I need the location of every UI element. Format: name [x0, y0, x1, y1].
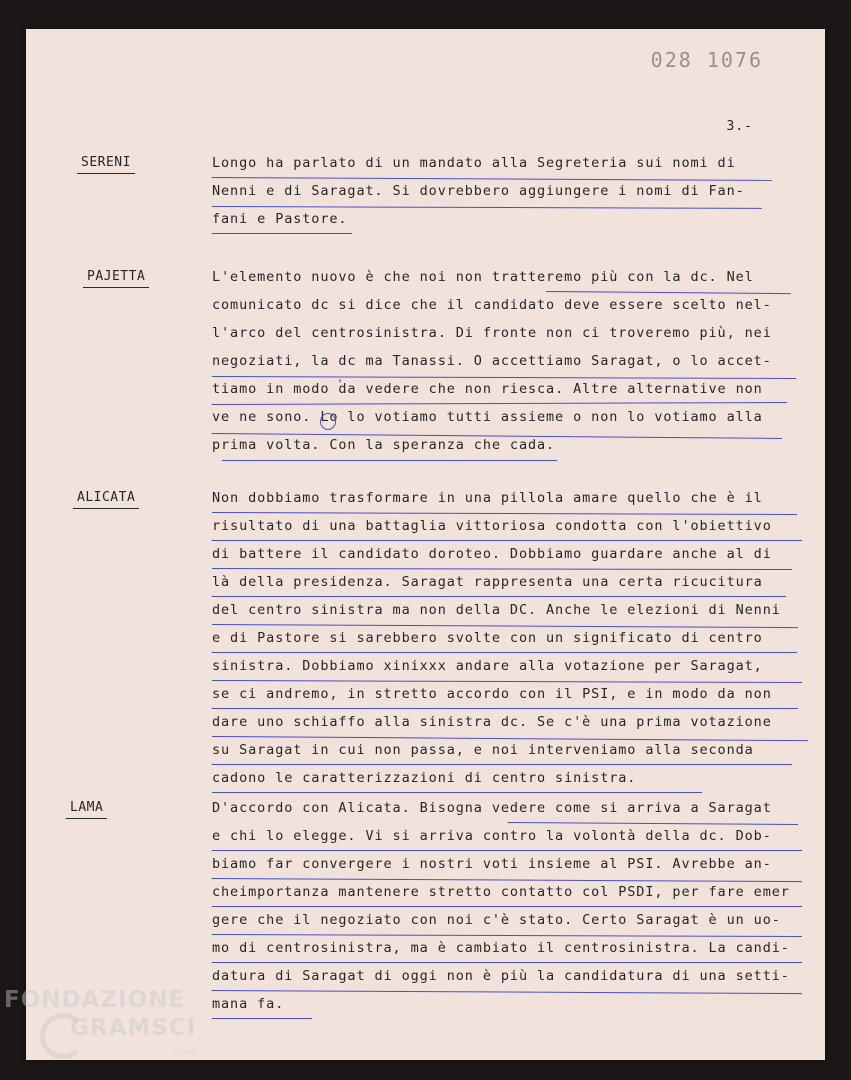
- speaker-name: ALICATA: [77, 490, 136, 505]
- pen-circle-mark: [320, 413, 336, 430]
- page-number: 3.-: [726, 119, 753, 134]
- pen-underline: [212, 233, 352, 234]
- pen-underline: [212, 878, 802, 882]
- text-line: dare uno schiaffo alla sinistra dc. Se c'è una prima votazione: [212, 714, 772, 730]
- text-line: mo di centrosinistra, ma è cambiato il centrosinistra. La candi-: [212, 940, 790, 956]
- pen-underline: [212, 934, 802, 937]
- text-line: fani e Pastore.: [212, 211, 348, 227]
- text-line: se ci andremo, in stretto accordo con il PSI, e in modo da non: [212, 686, 772, 702]
- pen-underline: [212, 708, 798, 709]
- text-line: L'elemento nuovo è che noi non tratteremo più con la dc. Nel: [212, 269, 754, 285]
- text-line: cadono le caratterizzazioni di centro sinistra.: [212, 770, 637, 786]
- watermark-line2: GRAMSCI: [70, 1015, 197, 1041]
- text-line: comunicato dc si dice che il candidato deve essere scelto nel-: [212, 297, 772, 313]
- pen-underline: [212, 1018, 312, 1019]
- pen-underline: [212, 624, 798, 628]
- text-line: là della presidenza. Saragat rappresenta una certa ricucitura: [212, 574, 763, 590]
- pen-underline: [222, 460, 557, 461]
- text-line: Nenni e di Saragat. Si dovrebbero aggiungere i nomi di Fan-: [212, 183, 745, 199]
- pen-underline: [212, 376, 796, 379]
- pen-underline: [212, 906, 802, 907]
- text-line: prima volta. Con la speranza che cada.: [212, 437, 556, 453]
- text-line: del centro sinistra ma non della DC. Anche le elezioni di Nenni: [212, 602, 781, 618]
- pen-underline: [212, 850, 802, 851]
- pen-underline: [212, 512, 797, 515]
- pen-underline: [212, 652, 797, 653]
- text-line: mana fa.: [212, 996, 285, 1012]
- text-line: e chi lo elegge. Vi si arriva contro la volontà della dc. Dob-: [212, 828, 772, 844]
- text-line: negoziati, la dc ma Tanassi. O accettiamo Saragat, o lo accet-: [212, 353, 772, 369]
- text-line: Non dobbiamo trasformare in una pillola amare quello che è il: [212, 490, 763, 506]
- pen-underline: [212, 540, 802, 541]
- text-line: di battere il candidato doroteo. Dobbiamo guardare anche al di: [212, 546, 772, 562]
- pen-correction-mark: ,: [338, 370, 343, 385]
- text-line: sinistra. Dobbiamo xinixxx andare alla votazione per Saragat,: [212, 658, 763, 674]
- text-line: ve ne sono. Lo lo votiamo tutti assieme o non lo votiamo alla: [212, 409, 763, 425]
- text-line: su Saragat in cui non passa, e noi interveniamo alla seconda: [212, 742, 754, 758]
- watermark-sub: onlus: [174, 1047, 199, 1057]
- text-line: gere che il negoziato con noi c'è stato. Certo Saragat è un uo-: [212, 912, 781, 928]
- pen-underline: [508, 822, 798, 825]
- text-line: datura di Saragat di oggi non è più la candidatura di una setti-: [212, 968, 790, 984]
- pen-underline: [212, 177, 772, 181]
- text-line: D'accordo con Alicata. Bisogna vedere come si arriva a Saragat: [212, 800, 772, 816]
- text-line: biamo far convergere i nostri voti insieme al PSI. Avrebbe an-: [212, 856, 772, 872]
- speaker-name: LAMA: [70, 800, 104, 815]
- text-line: cheimportanza mantenere stretto contatto col PSDI, per fare emer: [212, 884, 790, 900]
- watermark-line1: FONDAZIONE: [4, 987, 186, 1013]
- pen-underline: [546, 291, 791, 294]
- pen-underline: [212, 680, 802, 683]
- text-line: Longo ha parlato di un mandato alla Segreteria sui nomi di: [212, 155, 736, 171]
- text-line: tiamo in modo da vedere che non riesca. Altre alternative non: [212, 381, 763, 397]
- text-line: e di Pastore si sarebbero svolte con un significato di centro: [212, 630, 763, 646]
- pen-underline: [212, 792, 702, 793]
- pen-underline: [212, 402, 787, 405]
- speaker-name: PAJETTA: [87, 269, 146, 284]
- pen-underline: [212, 568, 792, 570]
- pen-underline: [212, 206, 762, 209]
- document-page: [26, 29, 825, 1060]
- pen-underline: [212, 736, 808, 741]
- fondazione-gramsci-watermark: [4, 987, 214, 1057]
- pen-underline: [212, 596, 786, 597]
- pen-underline: [212, 764, 792, 765]
- pen-underline: [212, 962, 802, 963]
- pen-underline: [212, 990, 802, 994]
- text-line: risultato di una battaglia vittoriosa condotta con l'obiettivo: [212, 518, 772, 534]
- speaker-name: SERENI: [81, 155, 131, 170]
- document-number: 028 1076: [650, 48, 763, 72]
- text-line: l'arco del centrosinistra. Di fronte non ci troveremo più, nei: [212, 325, 772, 341]
